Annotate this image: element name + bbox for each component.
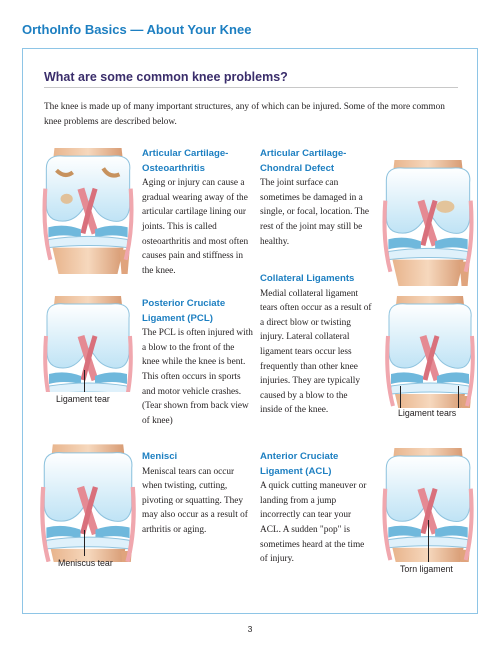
header-title: OrthoInfo Basics — About Your Knee bbox=[22, 22, 252, 37]
section-title: Anterior Cruciate Ligament (ACL) bbox=[260, 451, 339, 477]
leader-line bbox=[84, 370, 85, 392]
leader-line bbox=[400, 386, 401, 408]
section-body: A quick cutting maneuver or landing from a jump incorrectly can tear your ACL. A sudden "pop" is sometimes heard at the time of injury. bbox=[260, 481, 367, 565]
page-number: 3 bbox=[247, 624, 253, 634]
section-title: Collateral Ligaments bbox=[260, 273, 355, 284]
panel-title: What are some common knee problems? bbox=[44, 70, 288, 84]
collateral-knee-illustration bbox=[384, 296, 476, 408]
section-menisci bbox=[142, 450, 254, 538]
section-collateral-ligaments bbox=[260, 272, 372, 418]
section-body: Meniscal tears can occur when twisting, cutting, pivoting or squatting. They may also occur as a result of arthritis or aging. bbox=[142, 466, 248, 535]
section-chondral-defect bbox=[260, 147, 372, 249]
section-title: Articular Cartilage-Osteoarthritis bbox=[142, 148, 229, 174]
pcl-knee-illustration bbox=[42, 296, 134, 392]
leader-line bbox=[458, 386, 459, 408]
section-title: Articular Cartilage-Chondral Defect bbox=[260, 148, 347, 174]
caption-ligament-tear: Ligament tear bbox=[56, 394, 110, 404]
section-title: Menisci bbox=[142, 451, 178, 462]
section-title: Posterior Cruciate Ligament (PCL) bbox=[142, 298, 226, 324]
section-body: Medial collateral ligament tears often occur as a result of a direct blow or twisting injury. Lateral collateral ligament tears occur less frequently than other knee injuries. They are typically caused by a blow to the inside of the knee. bbox=[260, 288, 372, 416]
section-body: The PCL is often injured with a blow to the front of the knee while the knee is bent. This often occurs in sports and motor vehicle crashes. (Tear shown from back view of knee) bbox=[142, 328, 253, 426]
intro-paragraph: The knee is made up of many important structures, any of which can be injured. Some of the more common knee problems are described below. bbox=[44, 102, 445, 127]
section-pcl bbox=[142, 297, 254, 428]
chondral-defect-knee-illustration bbox=[382, 160, 474, 286]
title-divider bbox=[44, 87, 458, 88]
caption-meniscus-tear: Meniscus tear bbox=[58, 558, 113, 568]
section-acl bbox=[260, 450, 372, 567]
section-body: Aging or injury can cause a gradual wearing away of the articular cartilage lining our joints. This is called osteoarthritis and most often causes pain and stiffness in the knee. bbox=[142, 178, 249, 276]
section-body: The joint surface can sometimes be damaged in a single, or focal, location. The rest of the joint may still be healthy. bbox=[260, 178, 370, 247]
leader-line bbox=[84, 530, 85, 556]
osteoarthritis-knee-illustration bbox=[42, 148, 134, 274]
caption-torn-ligament: Torn ligament bbox=[400, 564, 453, 574]
caption-ligament-tears: Ligament tears bbox=[398, 408, 457, 418]
section-osteoarthritis bbox=[142, 147, 254, 278]
menisci-knee-illustration bbox=[40, 444, 136, 562]
leader-line bbox=[428, 520, 429, 562]
